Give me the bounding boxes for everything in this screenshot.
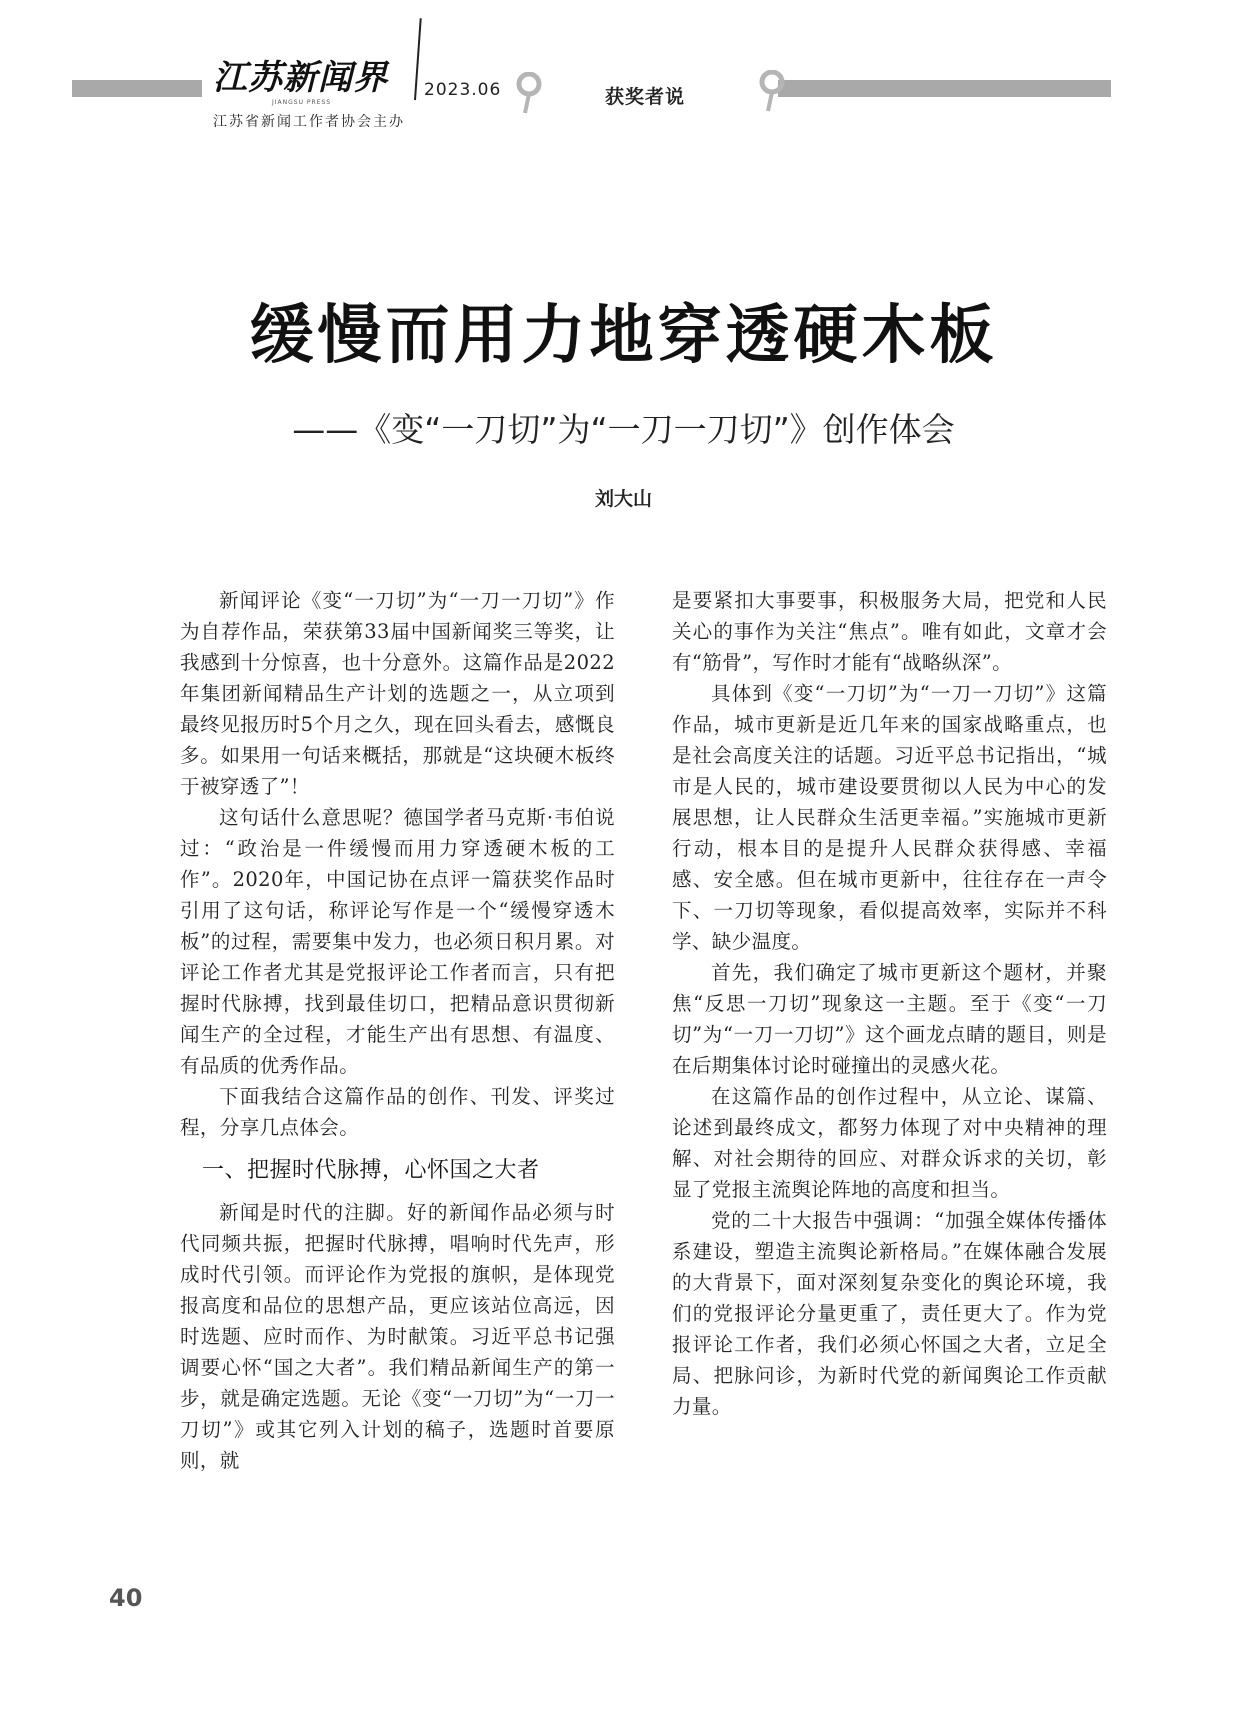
issue-number: 2023.06 bbox=[424, 80, 502, 100]
magazine-logo-subtitle: JIANGSU PRESS bbox=[272, 99, 332, 106]
sponsor-line: 江苏省新闻工作者协会主办 bbox=[213, 114, 405, 130]
section-heading: 一、把握时代脉搏，心怀国之大者 bbox=[202, 1158, 540, 1183]
magazine-logo: 江苏新闻界 bbox=[213, 58, 388, 98]
header-divider bbox=[414, 18, 422, 100]
left-column bbox=[180, 585, 615, 1476]
header-bar-right bbox=[778, 80, 1111, 97]
header-bar-left bbox=[72, 80, 202, 97]
paragraph: 具体到《变“一刀切”为“一刀一刀切”》这篇作品，城市更新是近几年来的国家战略重点，也是社会高度关注的话题。习近平总书记指出，“城市是人民的，城市建设要贯彻以人民为中心的发展思想，让人民群众生活更幸福。”实施城市更新行动，根本目的是提升人民群众获得感、幸福感、安全感。但在城市更新中，往往存在一声令下、一刀切等现象，看似提高效率，实际并不科学、缺少温度。 bbox=[672, 682, 1107, 953]
article-subtitle: ——《变“一刀切”为“一刀一刀切”》创作体会 bbox=[292, 410, 955, 449]
paragraph: 在这篇作品的创作过程中，从立论、谋篇、论述到最终成文，都努力体现了对中央精神的理解、对社会期待的回应、对群众诉求的关切，彰显了党报主流舆论阵地的高度和担当。 bbox=[672, 1085, 1107, 1201]
paragraph: 下面我结合这篇作品的创作、刊发、评奖过程，分享几点体会。 bbox=[180, 1085, 615, 1139]
paragraph-continued: 是要紧扣大事要事，积极服务大局，把党和人民关心的事作为关注“焦点”。唯有如此，文章才会有“筋骨”，写作时才能有“战略纵深”。 bbox=[672, 589, 1107, 674]
paragraph: 党的二十大报告中强调：“加强全媒体传播体系建设，塑造主流舆论新格局。”在媒体融合发展的大背景下，面对深刻复杂变化的舆论环境，我们的党报评论分量更重了，责任更大了。作为党报评论工作者，我们必须心怀国之大者，立足全局、把脉问诊，为新时代党的新闻舆论工作贡献力量。 bbox=[672, 1209, 1107, 1418]
article-author: 刘大山 bbox=[594, 488, 652, 510]
right-column bbox=[672, 585, 1107, 1422]
paragraph: 新闻是时代的注脚。好的新闻作品必须与时代同频共振，把握时代脉搏，唱响时代先声，形成时代引领。而评论作为党报的旗帜，是体现党报高度和品位的思想产品，更应该站位高远，因时选题、应时而作、为时献策。习近平总书记强调要心怀“国之大者”。我们精品新闻生产的第一步，就是确定选题。无论《变“一刀切”为“一刀一刀切”》或其它列入计划的稿子，选题时首要原则，就 bbox=[180, 1201, 615, 1472]
paragraph: 新闻评论《变“一刀切”为“一刀一刀切”》作为自荐作品，荣获第33届中国新闻奖三等奖，让我感到十分惊喜，也十分意外。这篇作品是2022年集团新闻精品生产计划的选题之一，从立项到最终见报历时5个月之久，现在回头看去，感慨良多。如果用一句话来概括，那就是“这块硬木板终于被穿透了”！ bbox=[180, 589, 615, 798]
page-number: 40 bbox=[109, 1584, 143, 1612]
column-name: 获奖者说 bbox=[605, 86, 686, 108]
pin-icon bbox=[758, 70, 786, 112]
paragraph: 这句话什么意思呢？德国学者马克斯·韦伯说过：“政治是一件缓慢而用力穿透硬木板的工作”。2020年，中国记协在点评一篇获奖作品时引用了这句话，称评论写作是一个“缓慢穿透木板”的过程，需要集中发力，也必须日积月累。对评论工作者尤其是党报评论工作者而言，只有把握时代脉搏，找到最佳切口，把精品意识贯彻新闻生产的全过程，才能生产出有思想、有温度、有品质的优秀作品。 bbox=[180, 806, 615, 1077]
paragraph: 首先，我们确定了城市更新这个题材，并聚焦“反思一刀切”现象这一主题。至于《变“一刀切”为“一刀一刀切”》这个画龙点睛的题目，则是在后期集体讨论时碰撞出的灵感火花。 bbox=[672, 961, 1107, 1077]
article-title: 缓慢而用力地穿透硬木板 bbox=[249, 299, 998, 373]
pin-icon bbox=[515, 72, 543, 114]
